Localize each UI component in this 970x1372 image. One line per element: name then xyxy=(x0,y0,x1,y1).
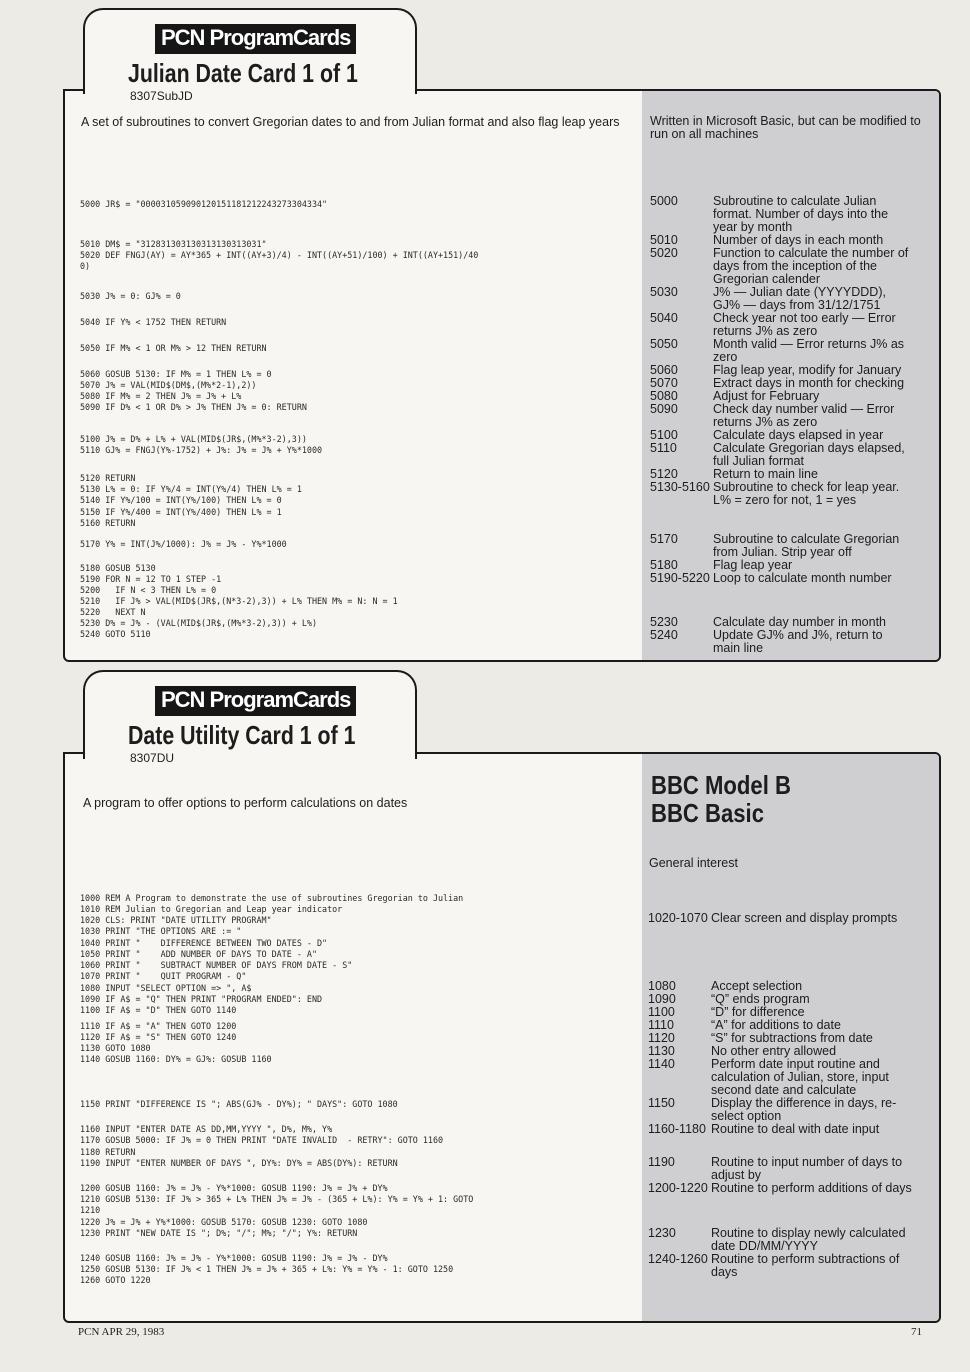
card1-code-line: 5130 L% = 0: IF Y%/4 = INT(Y%/4) THEN L% = 1 xyxy=(80,484,302,494)
card2-code: 8307DU xyxy=(130,751,175,765)
card2-code-line: 1100 IF A$ = "D" THEN GOTO 1140 xyxy=(80,1005,237,1015)
card2-code-line: 1220 J% = J% + Y%*1000: GOSUB 5170: GOSUB 1230: GOTO 1080 xyxy=(80,1217,368,1227)
footer-publication: PCN APR 29, 1983 xyxy=(78,1326,165,1338)
card2-code-line: 1210 GOSUB 5130: IF J% > 365 + L% THEN J% = J% - (365 + L%): Y% = Y% + 1: GOTO xyxy=(80,1194,474,1204)
card1-annotation-line-number: 5090 xyxy=(650,402,678,416)
card1-annotation-line-number: 5230 xyxy=(650,615,678,629)
card2-code-line: 1070 PRINT " QUIT PROGRAM - Q" xyxy=(80,971,247,981)
card1-code-line: 5180 GOSUB 5130 xyxy=(80,563,156,573)
card1-annotation-line-number: 5170 xyxy=(650,532,678,546)
card2-annotation-text: “A” for additions to date xyxy=(711,1018,841,1032)
card2-annotation-text: Routine to perform additions of days xyxy=(711,1181,912,1195)
card1-code-line: 5170 Y% = INT(J%/1000): J% = J% - Y%*1000 xyxy=(80,539,287,549)
card1-code-line: 5140 IF Y%/100 = INT(Y%/100) THEN L% = 0 xyxy=(80,495,282,505)
card1-annotation-line-number: 5050 xyxy=(650,337,678,351)
card2-annotation-text: Routine to perform subtractions of days xyxy=(711,1252,900,1279)
card1-annotation-line-number: 5020 xyxy=(650,246,678,260)
card1-annotation-text: Month valid — Error returns J% as zero xyxy=(713,337,905,364)
card2-annotations xyxy=(648,912,933,1302)
card2-code-line: 1140 GOSUB 1160: DY% = GJ%: GOSUB 1160 xyxy=(80,1054,272,1064)
card1-annotation-text: Return to main line xyxy=(713,467,818,481)
card1-code-line: 5120 RETURN xyxy=(80,473,136,483)
card2-code-line: 1160 INPUT "ENTER DATE AS DD,MM,YYYY ", D%, M%, Y% xyxy=(80,1124,333,1134)
card2-annotation-line-number: 1230 xyxy=(648,1226,676,1240)
card2-tab xyxy=(83,670,417,765)
card2-annotation-line-number: 1020-1070 xyxy=(648,911,708,925)
card1-annotation-text: Loop to calculate month number xyxy=(713,571,892,585)
card2-code-line: 1120 IF A$ = "S" THEN GOTO 1240 xyxy=(80,1032,237,1042)
card1-tab xyxy=(83,8,417,103)
card1-code-line: 5210 IF J% > VAL(MID$(JR$,(N*3-2),3)) + L% THEN M% = N: N = 1 xyxy=(80,596,398,606)
card1-code-line: 5200 IF N < 3 THEN L% = 0 xyxy=(80,585,217,595)
card1-code-line: 5150 IF Y%/400 = INT(Y%/400) THEN L% = 1 xyxy=(80,507,282,517)
card2-annotation-text: “S” for subtractions from date xyxy=(711,1031,873,1045)
card1-code-line: 5160 RETURN xyxy=(80,518,136,528)
card1-annotation-text: Calculate days elapsed in year xyxy=(713,428,884,442)
card2-code-line: 1090 IF A$ = "Q" THEN PRINT "PROGRAM ENDED": END xyxy=(80,994,323,1004)
card1-annotation-line-number: 5110 xyxy=(650,441,677,455)
card2-interest: General interest xyxy=(649,856,738,870)
card1-brand-logo: PCN ProgramCards xyxy=(155,24,356,54)
card2-annotation-line-number: 1150 xyxy=(648,1096,675,1110)
card2-machine-line1: BBC Model B xyxy=(651,770,791,800)
card2-annotation-line-number: 1110 xyxy=(648,1018,674,1032)
card2-annotation-text: Routine to input number of days to adjust by xyxy=(711,1155,903,1182)
card1-annotation-line-number: 5010 xyxy=(650,233,678,247)
card2-code-line: 1010 REM Julian to Gregorian and Leap year indicator xyxy=(80,904,343,914)
card1-code-line: 5240 GOTO 5110 xyxy=(80,629,151,639)
card2-code-line: 1110 IF A$ = "A" THEN GOTO 1200 xyxy=(80,1021,237,1031)
card1-description: A set of subroutines to convert Gregorian dates to and from Julian format and also flag leap years xyxy=(81,115,620,129)
card1 xyxy=(63,89,941,662)
card2-code-line: 1260 GOTO 1220 xyxy=(80,1275,151,1285)
card1-annotation-text: Subroutine to calculate Julian format. Number of days into the year by month xyxy=(713,194,889,234)
card2-annotation-line-number: 1130 xyxy=(648,1044,675,1058)
card2-code-line: 1190 INPUT "ENTER NUMBER OF DAYS ", DY%: DY% = ABS(DY%): RETURN xyxy=(80,1158,398,1168)
card1-annotation-line-number: 5130-5160 xyxy=(650,480,710,494)
card1-annotation-text: Extract days in month for checking xyxy=(713,376,905,390)
card1-annotation-text: Calculate day number in month xyxy=(713,615,887,629)
card1-annotation-text: J% — Julian date (YYYYDDD), GJ% — days from 31/12/1751 xyxy=(713,285,886,312)
card2-code-line: 1180 RETURN xyxy=(80,1147,136,1157)
card1-title: Julian Date Card 1 of 1 xyxy=(128,58,358,88)
card1-code-line: 5090 IF D% < 1 OR D% > J% THEN J% = 0: RETURN xyxy=(80,402,307,412)
card1-annotation-text: Flag leap year xyxy=(713,558,793,572)
card2-code-line: 1060 PRINT " SUBTRACT NUMBER OF DAYS FROM DATE - S" xyxy=(80,960,353,970)
card1-code-line: 5060 GOSUB 5130: IF M% = 1 THEN L% = 0 xyxy=(80,369,272,379)
card2-code-line: 1040 PRINT " DIFFERENCE BETWEEN TWO DATES - D" xyxy=(80,938,328,948)
card1-annotation-text: Check year not too early — Error returns J% as zero xyxy=(713,311,896,338)
card2-title: Date Utility Card 1 of 1 xyxy=(128,720,356,750)
card1-annotation-text: Number of days in each month xyxy=(713,233,884,247)
card1-annotation-line-number: 5190-5220 xyxy=(650,571,710,585)
card1-annotation-text: Calculate Gregorian days elapsed, full Julian format xyxy=(713,441,905,468)
card1-annotation-text: Subroutine to calculate Gregorian from Julian. Strip year off xyxy=(713,532,900,559)
card2-code-line: 1000 REM A Program to demonstrate the use of subroutines Gregorian to Julian xyxy=(80,893,464,903)
card2-code-line: 1240 GOSUB 1160: J% = J% - Y%*1000: GOSUB 1190: J% = J% - DY% xyxy=(80,1253,388,1263)
card1-annotation-line-number: 5080 xyxy=(650,389,678,403)
card2-annotation-line-number: 1240-1260 xyxy=(648,1252,708,1266)
card1-code-line: 5000 JR$ = "000031059090120151181212243273304334" xyxy=(80,199,328,209)
card1-code-line: 5040 IF Y% < 1752 THEN RETURN xyxy=(80,317,227,327)
footer-page-number: 71 xyxy=(911,1326,922,1338)
card2-machine-line2: BBC Basic xyxy=(651,798,764,828)
card2 xyxy=(63,752,941,1323)
card1-code-listing xyxy=(80,199,640,649)
card1-annotations xyxy=(650,195,930,655)
card1-code-line: 5020 DEF FNGJ(AY) = AY*365 + INT((AY+3)/4) - INT((AY+51)/100) + INT((AY+151)/40 xyxy=(80,250,479,260)
card1-annotation-text: Flag leap year, modify for January xyxy=(713,363,902,377)
card2-code-line: 1150 PRINT "DIFFERENCE IS "; ABS(GJ% - DY%); " DAYS": GOTO 1080 xyxy=(80,1099,398,1109)
card2-description: A program to offer options to perform calculations on dates xyxy=(83,796,408,810)
card2-annotation-line-number: 1100 xyxy=(648,1005,675,1019)
card1-code-line: 5080 IF M% = 2 THEN J% = J% + L% xyxy=(80,391,242,401)
card1-annotation-line-number: 5000 xyxy=(650,194,678,208)
card1-annotation-line-number: 5060 xyxy=(650,363,678,377)
card2-annotation-text: Perform date input routine and calculation of Julian, store, input second date and calculate xyxy=(711,1057,889,1097)
card1-code-line: 5190 FOR N = 12 TO 1 STEP -1 xyxy=(80,574,222,584)
card2-annotation-text: Accept selection xyxy=(711,979,803,993)
card1-annotation-line-number: 5100 xyxy=(650,428,678,442)
card2-annotation-text: Routine to display newly calculated date DD/MM/YYYY xyxy=(711,1226,906,1253)
card1-annotation-line-number: 5030 xyxy=(650,285,678,299)
card2-annotation-text: No other entry allowed xyxy=(711,1044,837,1058)
card2-code-line: 1210 xyxy=(80,1205,101,1215)
card2-annotation-line-number: 1120 xyxy=(648,1031,675,1045)
card2-annotation-line-number: 1140 xyxy=(648,1057,675,1071)
card2-annotation-line-number: 1160-1180 xyxy=(648,1122,706,1136)
card2-annotation-text: “Q” ends program xyxy=(711,992,810,1006)
card1-annotation-line-number: 5120 xyxy=(650,467,678,481)
card2-annotation-line-number: 1200-1220 xyxy=(648,1181,708,1195)
card1-code-line: 5230 D% = J% - (VAL(MID$(JR$,(M%*3-2),3)) + L%) xyxy=(80,618,317,628)
card1-code-line: 5010 DM$ = "312831303130313130313031" xyxy=(80,239,267,249)
card2-code-line: 1080 INPUT "SELECT OPTION => ", A$ xyxy=(80,983,252,993)
card2-annotation-text: Routine to deal with date input xyxy=(711,1122,880,1136)
card1-code-line: 5220 NEXT N xyxy=(80,607,146,617)
card2-annotation-text: “D” for difference xyxy=(711,1005,805,1019)
card2-annotation-line-number: 1090 xyxy=(648,992,676,1006)
card2-annotation-text: Clear screen and display prompts xyxy=(711,911,898,925)
card1-code-line: 5110 GJ% = FNGJ(Y%-1752) + J%: J% = J% + Y%*1000 xyxy=(80,445,323,455)
card2-code-line: 1050 PRINT " ADD NUMBER OF DAYS TO DATE - A" xyxy=(80,949,317,959)
card1-code-line: 5100 J% = D% + L% + VAL(MID$(JR$,(M%*3-2),3)) xyxy=(80,434,307,444)
card2-code-line: 1230 PRINT "NEW DATE IS "; D%; "/"; M%; "/"; Y%: RETURN xyxy=(80,1228,358,1238)
card1-code-line: 0) xyxy=(80,261,91,271)
card2-code-line: 1030 PRINT "THE OPTIONS ARE := " xyxy=(80,926,242,936)
card2-code-line: 1170 GOSUB 5000: IF J% = 0 THEN PRINT "DATE INVALID - RETRY": GOTO 1160 xyxy=(80,1135,444,1145)
card1-annotation-line-number: 5040 xyxy=(650,311,678,325)
card1-annotation-text: Function to calculate the number of days from the inception of the Gregorian calender xyxy=(713,246,909,286)
card1-code: 8307SubJD xyxy=(130,89,193,103)
card1-code-line: 5030 J% = 0: GJ% = 0 xyxy=(80,291,181,301)
card1-annotation-text: Check day number valid — Error returns J% as zero xyxy=(713,402,895,429)
card2-code-listing xyxy=(80,893,640,1293)
card1-annotation-text: Adjust for February xyxy=(713,389,820,403)
card1-annotation-line-number: 5070 xyxy=(650,376,678,390)
card2-brand-logo: PCN ProgramCards xyxy=(155,686,356,716)
card1-annotation-line-number: 5240 xyxy=(650,628,678,642)
card1-annotation-line-number: 5180 xyxy=(650,558,678,572)
card1-annotation-text: Subroutine to check for leap year. L% = zero for not, 1 = yes xyxy=(713,480,900,507)
card2-annotation-line-number: 1080 xyxy=(648,979,676,993)
card2-code-line: 1020 CLS: PRINT "DATE UTILITY PROGRAM" xyxy=(80,915,272,925)
card2-code-line: 1200 GOSUB 1160: J% = J% - Y%*1000: GOSUB 1190: J% = J% + DY% xyxy=(80,1183,388,1193)
card2-annotation-text: Display the difference in days, re-select option xyxy=(711,1096,897,1123)
card1-annotation-text: Update GJ% and J%, return to main line xyxy=(713,628,883,655)
card1-code-line: 5070 J% = VAL(MID$(DM$,(M%*2-1),2)) xyxy=(80,380,257,390)
card2-code-line: 1130 GOTO 1080 xyxy=(80,1043,151,1053)
card1-code-line: 5050 IF M% < 1 OR M% > 12 THEN RETURN xyxy=(80,343,267,353)
card2-code-line: 1250 GOSUB 5130: IF J% < 1 THEN J% = J% + 365 + L%: Y% = Y% - 1: GOTO 1250 xyxy=(80,1264,454,1274)
card1-language-note: Written in Microsoft Basic, but can be modified to run on all machines xyxy=(650,114,921,141)
card2-annotation-line-number: 1190 xyxy=(648,1155,675,1169)
